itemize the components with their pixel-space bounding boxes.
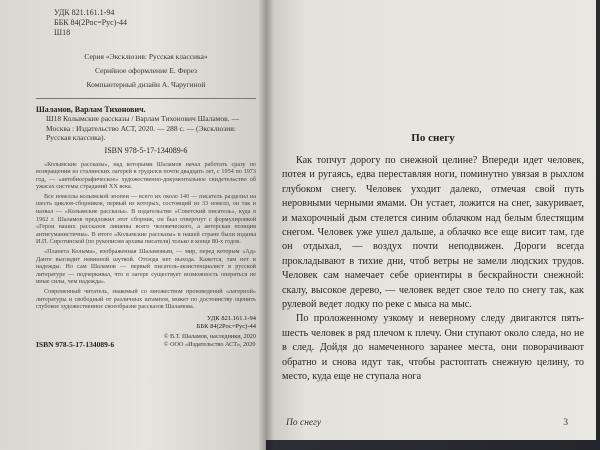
copyright-line: © В.Т. Шаламов, наследники, 2020 — [163, 332, 256, 340]
annotation-paragraph: Все новеллы колымской эпопеи — всего их около 140 — писатель разделил на шесть циклов-сборников, первый из которых, состоящий из 33 новелл, он так и назвал — «Колымские рассказы». В издательстве «Советский писатель», куда в 1962 г. Шаламов предложил этот сборник, он был отвергнут с формулировкой «Герои ваших рассказов лишены всего человеческого, а авторская позиция антигуманистична». В итоге «Колымские рассказы» в нашей стране были изданы И.П. Сиротинской (по рукописям архива писателя) только в конце 80-х годов. — [36, 192, 256, 246]
copyright-block — [164, 333, 256, 349]
right-page — [266, 0, 596, 440]
annotation-paragraph: «Колымские рассказы», над которыми Шаламов начал работать сразу по возвращении из сталинских лагерей в грудился почти двадцать лет, с 1954 по 1973 год, — «автобиографическое» художественно-документальное свидетельство об ужасах системы страданий XX века. — [36, 160, 256, 191]
body-paragraph: Как топчут дорогу по снежной целине? Впереди идет человек, потея и ругаясь, едва переставляя ноги, поминутно увязая в рыхлом глубоком снегу. Человек уходит далеко, отмечая свой путь неровными черными ямами. Он устает, ложится на снег, закуривает, и махорочный дым стелется синим облачком над белым блестящим снегом. Человек уже ушел дальше, а облачко все еще висит там, где он отдыхал, — воздух почти неподвижен. Дороги всегда прокладывают в тихие дни, чтоб ветры не замели людских трудов. Человек сам намечает себе ориентиры в бескрайности снежной: скалу, высокое дерево, — человек ведет свое тело по снегу так, как рулевой ведет лодку по реке с мыса на мыс. — [282, 155, 584, 311]
body-paragraph: По проложенному узкому и неверному следу двигаются пять-шесть человек в ряд плечом к плечу. Они ступают около следа, но не в след. Дойдя до намеченного заранее места, они поворачивают обратно и снова идут так, чтобы растоптать снежную целину, то место, куда еще не ступала нога — [282, 313, 584, 383]
isbn-line: ISBN 978-5-17-134089-6 — [104, 145, 188, 155]
credits — [36, 50, 256, 92]
bottom-udc: УДК 821.161.1-94 — [206, 314, 256, 322]
computer-design-line: Компьютерный дизайн А. Чаругиной — [86, 80, 206, 89]
bottom-row — [36, 333, 256, 349]
chapter-body — [282, 154, 584, 385]
series-design-line: Серийное оформление Е. Ферез — [94, 66, 198, 75]
isbn-bottom: ISBN 978-5-17-134089-6 — [36, 339, 115, 349]
author-name: Шаламов, Варлам Тихонович. — [36, 105, 146, 114]
page-number: 3 — [563, 418, 568, 428]
udc-code: УДК 821.161.1-94 — [54, 8, 115, 17]
book-gutter — [258, 0, 274, 450]
left-page — [0, 0, 266, 450]
page-footer — [286, 418, 568, 428]
bottom-bbk: ББК 84(2Рос=Рус)-44 — [196, 322, 256, 330]
divider — [36, 98, 256, 99]
annotation — [36, 161, 256, 311]
bottom-codes — [36, 315, 256, 331]
annotation-paragraph: Современный читатель, знакомый со множеством произведений «лагерной» литературы и свободный от различных штампов, может по достоинству оценить глубокое художественное своеобразие рассказов Шаламова. — [36, 288, 256, 311]
annotation-paragraph: «Планета Колыма», изображенная Шаламовым, — мир, перед которым «Ад» Данте выглядит невинной шуткой. Отсюда нет выхода. Кажется, там нет и надежды. Но сам Шаламов — первый писатель-экзистенциалист в русской литературе — подчеркивал, что в лагере существует возможность оперяться не иные силы, чем надежда». — [36, 248, 256, 286]
chapter-title: По снегу — [411, 132, 455, 144]
classification-codes — [54, 8, 256, 38]
bbk-code: ББК 84(2Рос=Рус)-44 — [54, 18, 128, 27]
copyright-line: © ООО «Издательство АСТ», 2020 — [163, 340, 256, 348]
running-title: По снегу — [286, 418, 322, 428]
bibliographic-entry: Ш18 Колымские рассказы / Варлам Тихонович Шаламов. — Москва : Издательство АСТ, 2020. — 288 с. — (Эксклюзив: Русская классика). — [46, 114, 239, 142]
author-mark: Ш18 — [54, 28, 71, 37]
series-line: Серия «Эксклюзив: Русская классика» — [84, 52, 208, 61]
